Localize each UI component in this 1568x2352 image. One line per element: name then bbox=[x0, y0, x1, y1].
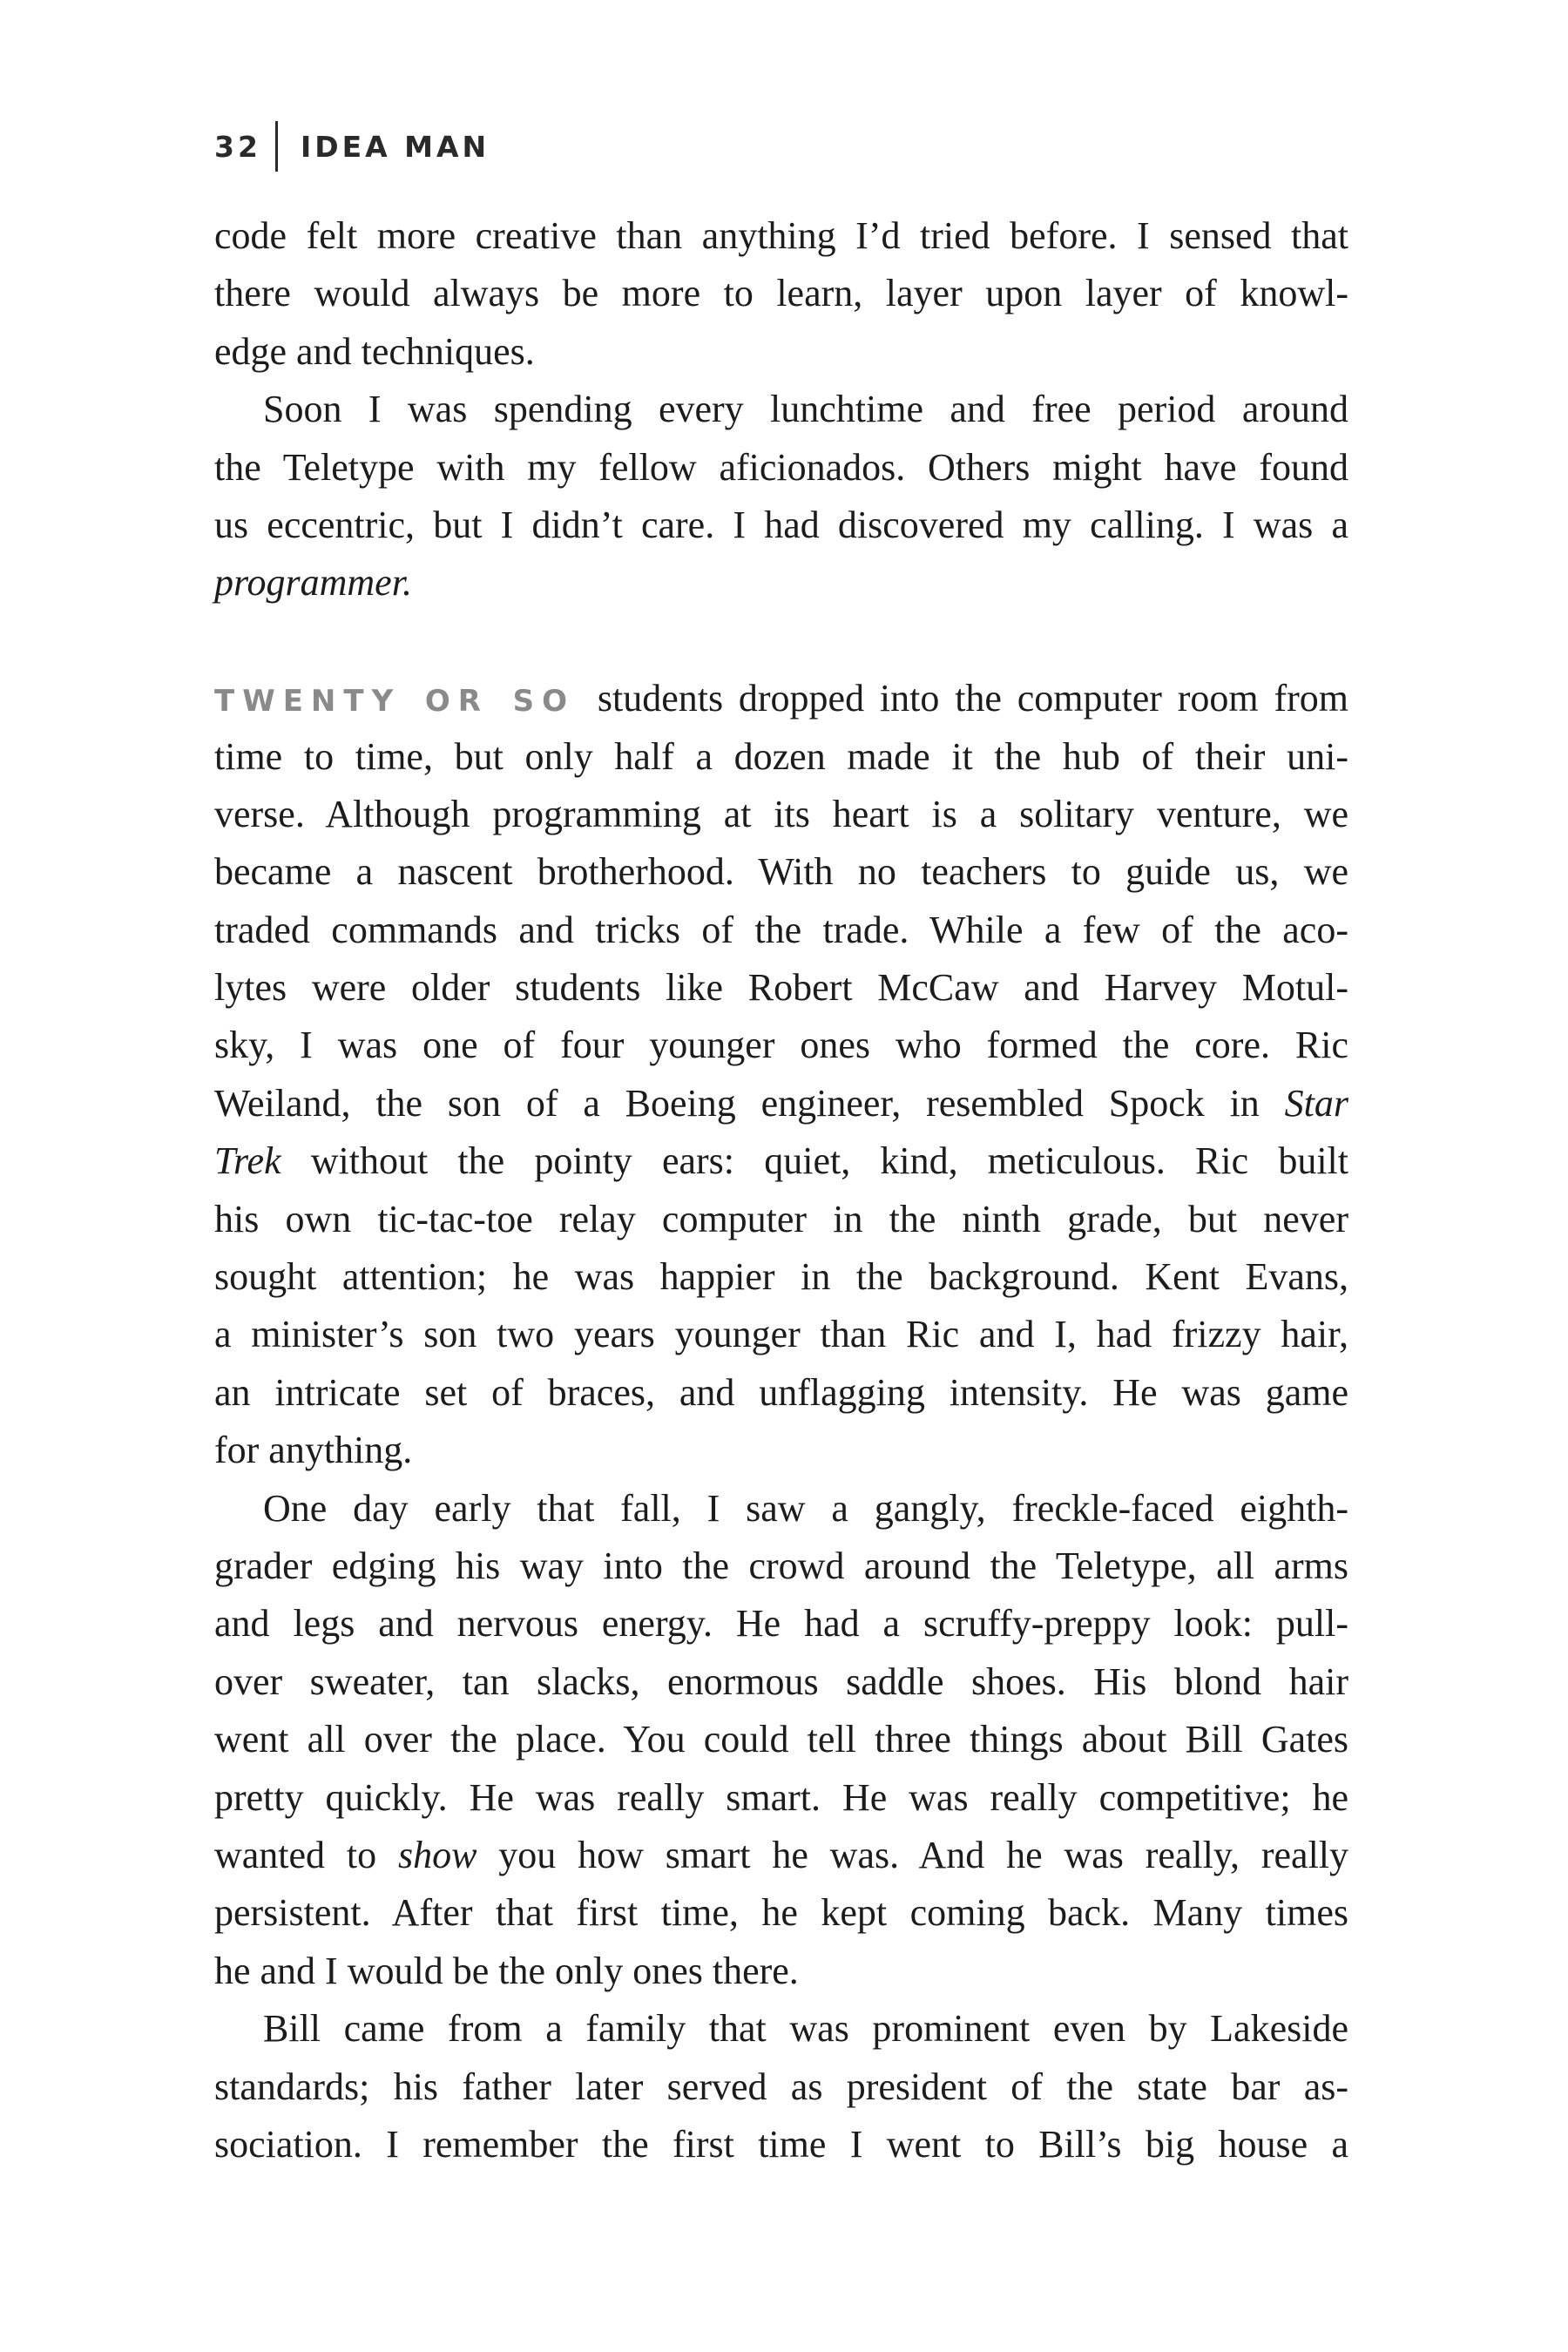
text-line: edge and techniques. bbox=[214, 329, 535, 373]
italic-word: programmer. bbox=[214, 561, 412, 605]
text-run: you how smart he was. And he was really, really bbox=[498, 1833, 1349, 1876]
text-line: code felt more creative than anything I’d tried before. I sensed that bbox=[214, 214, 1348, 257]
text-line: Bill came from a family that was prominent even by Lakeside bbox=[263, 2007, 1348, 2051]
text-line: became a nascent brotherhood. With no teachers to guide us, we bbox=[214, 850, 1348, 894]
text-line: Soon I was spending every lunchtime and free period around bbox=[263, 388, 1348, 431]
text-line bbox=[214, 1075, 1348, 1132]
text-line: the Teletype with my fellow aficionados. Others might have found bbox=[214, 445, 1348, 489]
text-line: a minister’s son two years younger than Ric and I, had frizzy hair, bbox=[214, 1313, 1348, 1356]
italic-word: Star bbox=[1284, 1081, 1348, 1125]
text-line: over sweater, tan slacks, enormous saddle shoes. His blond hair bbox=[214, 1659, 1348, 1703]
text-line bbox=[214, 670, 1348, 727]
body-text bbox=[214, 207, 1348, 2173]
text-line: sought attention; he was happier in the background. Kent Evans, bbox=[214, 1255, 1348, 1299]
text-line: lytes were older students like Robert McCaw and Harvey Motul- bbox=[214, 966, 1348, 1010]
text-run: wanted to bbox=[214, 1833, 377, 1876]
section-break bbox=[214, 612, 1348, 670]
section-lead-in: TWENTY OR SO bbox=[214, 684, 575, 720]
text-line bbox=[214, 1827, 1348, 1884]
text-line: pretty quickly. He was really smart. He was really competitive; he bbox=[214, 1775, 1348, 1819]
italic-word: Trek bbox=[214, 1139, 281, 1183]
text-line: went all over the place. You could tell three things about Bill Gates bbox=[214, 1718, 1348, 1761]
running-header bbox=[214, 120, 490, 172]
text-line: his own tic-tac-toe relay computer in the ninth grade, but never bbox=[214, 1197, 1348, 1240]
text-line: time to time, but only half a dozen made it the hub of their uni- bbox=[214, 734, 1348, 778]
text-run: Weiland, the son of a Boeing engineer, resembled Spock in bbox=[214, 1081, 1260, 1125]
running-title: IDEA MAN bbox=[300, 129, 490, 164]
text-line: One day early that fall, I saw a gangly, freckle-faced eighth- bbox=[263, 1486, 1348, 1530]
text-line: an intricate set of braces, and unflagging intensity. He was game bbox=[214, 1370, 1348, 1414]
page-number: 32 bbox=[214, 129, 261, 164]
header-divider bbox=[275, 121, 278, 172]
text-run: students dropped into the computer room from bbox=[597, 677, 1348, 720]
text-line: grader edging his way into the crowd around the Teletype, all arms bbox=[214, 1544, 1348, 1587]
text-line: there would always be more to learn, layer upon layer of knowl- bbox=[214, 272, 1348, 315]
text-line: verse. Although programming at its heart is a solitary venture, we bbox=[214, 792, 1348, 835]
text-line bbox=[214, 554, 1348, 612]
text-line: traded commands and tricks of the trade. While a few of the aco- bbox=[214, 908, 1348, 951]
text-line: us eccentric, but I didn’t care. I had discovered my calling. I was a bbox=[214, 503, 1348, 546]
text-line: and legs and nervous energy. He had a scruffy-preppy look: pull- bbox=[214, 1602, 1348, 1646]
text-line: persistent. After that first time, he kept coming back. Many times bbox=[214, 1891, 1348, 1935]
text-line bbox=[214, 1132, 1348, 1190]
italic-word: show bbox=[397, 1833, 477, 1876]
text-line: sky, I was one of four younger ones who formed the core. Ric bbox=[214, 1024, 1348, 1067]
text-line: standards; his father later served as president of the state bar as- bbox=[214, 2065, 1348, 2108]
text-line: he and I would be the only ones there. bbox=[214, 1949, 799, 1992]
text-line: sociation. I remember the first time I went to Bill’s big house a bbox=[214, 2122, 1348, 2166]
text-line: for anything. bbox=[214, 1429, 413, 1472]
text-run: without the pointy ears: quiet, kind, meticulous. Ric built bbox=[310, 1139, 1348, 1183]
